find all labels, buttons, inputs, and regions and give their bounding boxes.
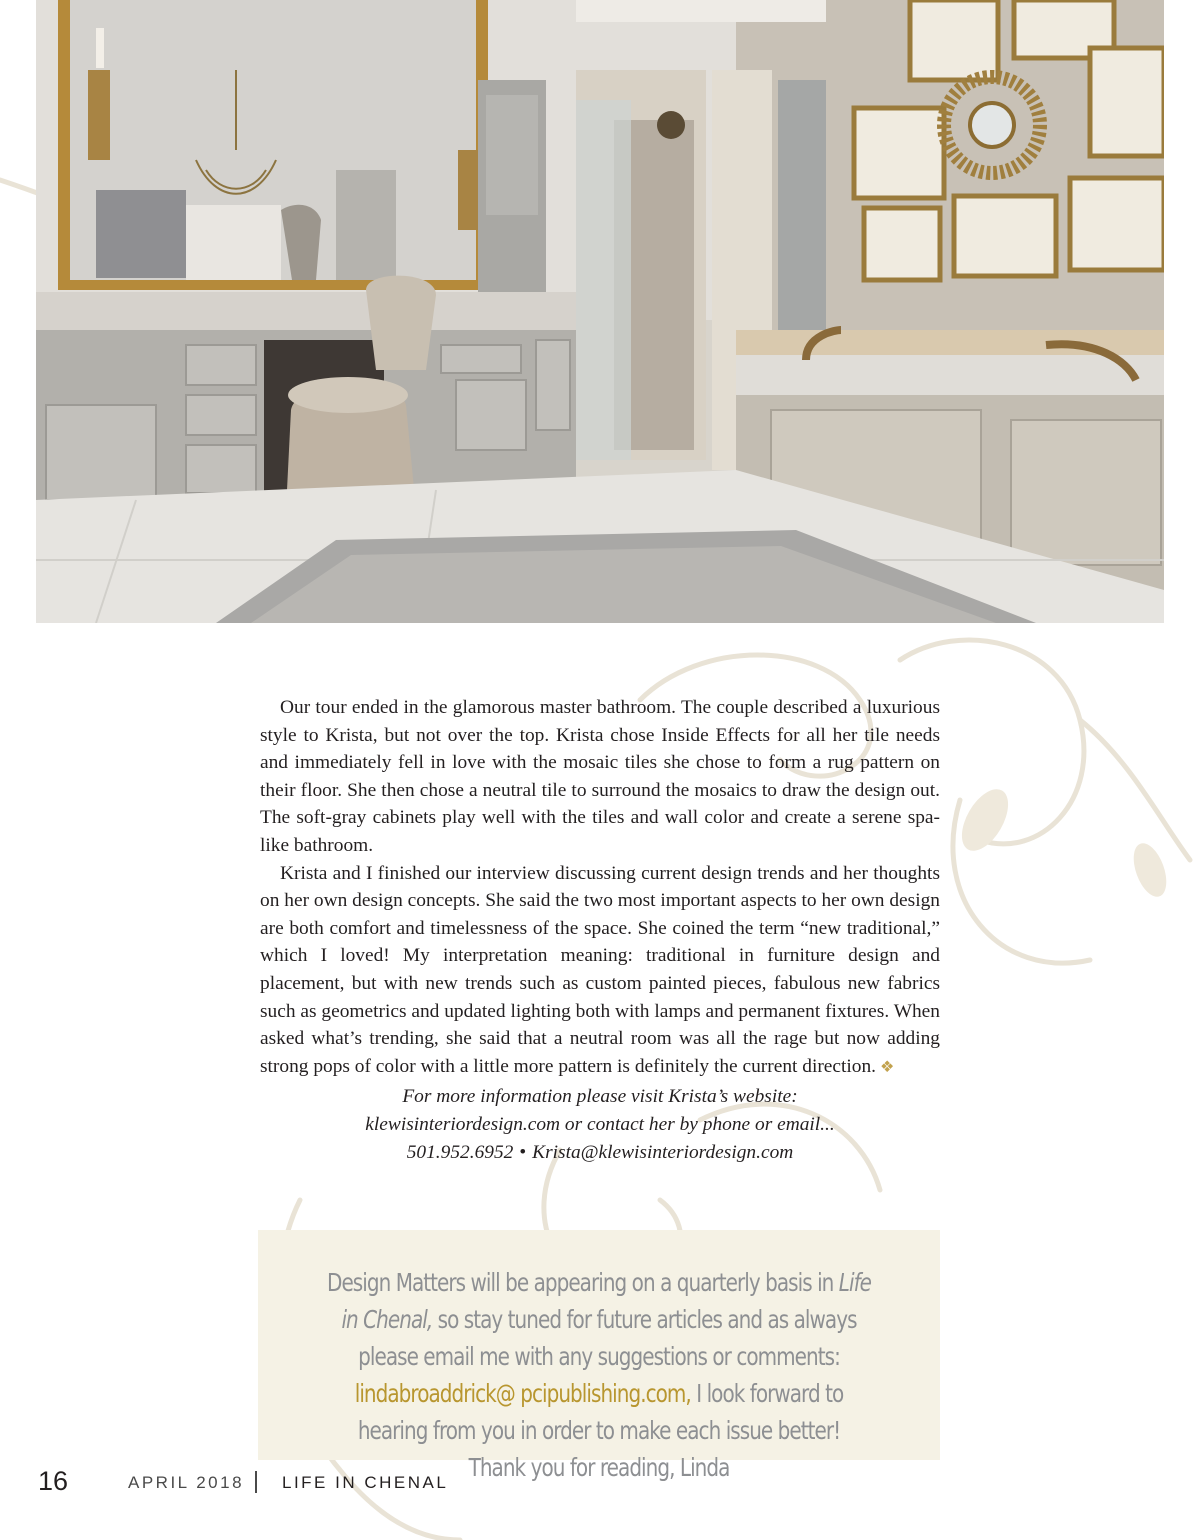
end-of-article-ornament-icon: ❖ <box>880 1058 895 1076</box>
bullet-separator: • <box>519 1141 527 1163</box>
magazine-title-italic: Life in Chenal, <box>341 1268 872 1334</box>
page-footer <box>0 1458 1200 1508</box>
article-body <box>260 694 940 1166</box>
note-text-part: I look forward to hearing from you in order to make each issue better! Thank you for reading, Linda <box>357 1379 844 1482</box>
contact-phone: 501.952.6952 <box>406 1141 514 1163</box>
article-paragraph: Our tour ended in the glamorous master bathroom. The couple described a luxurious style to Krista, but not over the top. Krista chose Inside Effects for all her tile needs and immediately fell in love with the mosaic tiles she chose to form a rug pattern on their floor. She then chose a neutral tile to surround the mosaics to draw the design out. The soft-gray cabinets play well with the tiles and wall color and create a serene spa-like bathroom. <box>260 697 940 856</box>
design-matters-note <box>258 1230 940 1482</box>
contact-intro: For more information please visit Krista’s website: <box>402 1086 798 1108</box>
footer-divider <box>255 1471 257 1493</box>
bathroom-photo <box>36 0 1164 623</box>
note-text-part: Design Matters will be appearing on a quarterly basis in <box>327 1268 839 1297</box>
editor-email-link[interactable]: lindabroaddrick@ pcipublishing.com, <box>354 1379 691 1408</box>
issue-date: APRIL 2018 <box>128 1473 245 1492</box>
page-number: 16 <box>38 1466 69 1496</box>
contact-email: Krista@klewisinteriordesign.com <box>532 1141 794 1163</box>
magazine-name: LIFE IN CHENAL <box>282 1473 449 1492</box>
note-text-part: so stay tuned for future articles and as always please email me with any suggestions or comments: <box>358 1305 857 1371</box>
paragraph-text: Krista and I finished our interview discussing current design trends and her thoughts on her own design concepts. She said the two most important aspects to her own design are both comfort and timelessness of the space. She coined the term “new traditional,” which I loved! My interpretation meaning: traditional in furniture design and placement, but with new trends such as custom painted pieces, fabulous new fabrics such as geometrics and updated lighting both with lamps and permanent fixtures. When asked what’s trending, she said that a neutral room was all the rage but now adding strong pops of color with a little more pattern is definitely the current direction. <box>260 862 940 1077</box>
contact-line <box>260 1139 940 1167</box>
contact-website: klewisinteriordesign.com or contact her by phone or email... <box>365 1113 835 1135</box>
note-text <box>327 1264 871 1486</box>
contact-info <box>260 1083 940 1166</box>
article-paragraph <box>260 860 940 1082</box>
